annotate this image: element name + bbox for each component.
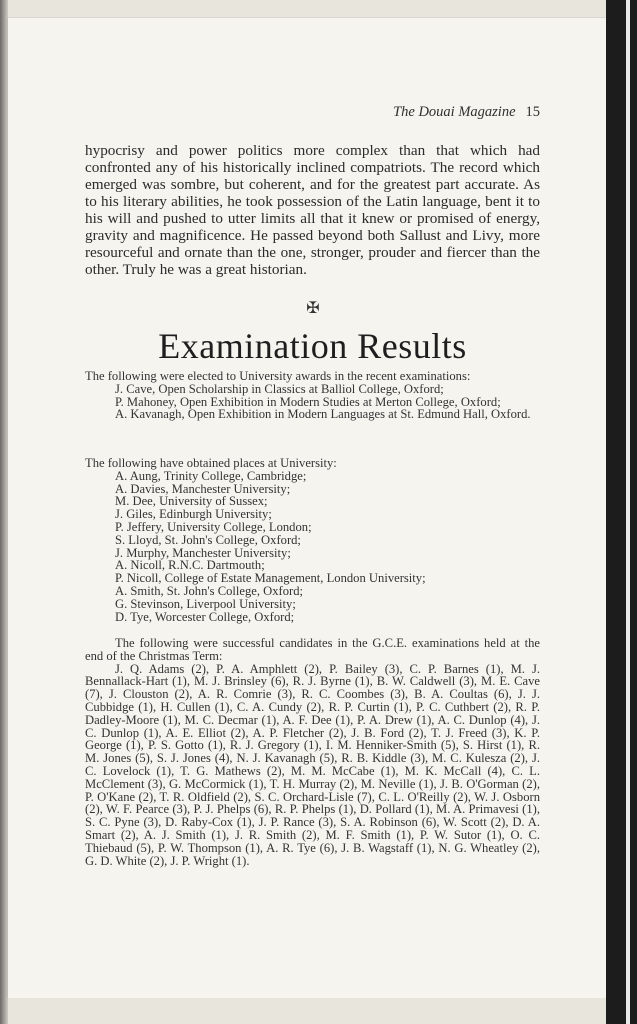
place-item: A. Smith, St. John's College, Oxford;: [115, 583, 304, 598]
scan-border: [606, 0, 637, 1024]
running-header: [300, 104, 540, 121]
place-item: A. Nicoll, R.N.C. Dartmouth;: [115, 558, 265, 573]
place-item: A. Davies, Manchester University;: [115, 481, 291, 496]
award-item: J. Cave, Open Scholarship in Classics at Balliol College, Oxford;: [115, 381, 444, 396]
place-item: A. Aung, Trinity College, Cambridge;: [115, 468, 307, 483]
award-item: P. Mahoney, Open Exhibition in Modern Studies at Merton College, Oxford;: [115, 394, 501, 409]
awards-section: [85, 370, 540, 421]
places-intro: The following have obtained places at University:: [85, 456, 337, 470]
place-item: S. Lloyd, St. John's College, Oxford;: [115, 532, 301, 547]
gce-section: [85, 637, 540, 867]
section-title: Examination Results: [158, 326, 467, 366]
place-item: D. Tye, Worcester College, Oxford;: [115, 609, 295, 624]
magazine-title: The Douai Magazine: [393, 104, 516, 120]
awards-intro: The following were elected to University awards in the recent examinations:: [85, 369, 471, 383]
book-spine-edge: [0, 0, 8, 1024]
scan-border-stripe: [626, 0, 630, 1024]
place-item: P. Jeffery, University College, London;: [115, 519, 312, 534]
page-number: 15: [525, 104, 540, 120]
scan-background: [8, 998, 606, 1024]
place-item: P. Nicoll, College of Estate Management, London University;: [115, 571, 426, 586]
place-item: G. Stevinson, Liverpool University;: [115, 596, 296, 611]
intro-paragraph: hypocrisy and power politics more complex than that which had confronted any of his historically inclined compatriots. The record which emerged was sombre, but coherent, and for the greatest part accurate. As to his literary abilities, he took possession of the Latin language, bent it to his will and pushed to utter limits all that it knew or promised of energy, gravity and magnificence. He passed beyond both Sallust and Livy, more resourceful and ornate than the one, stronger, prouder and fiercer than the other. Truly he was a great historian.: [85, 142, 540, 278]
place-item: J. Giles, Edinburgh University;: [115, 507, 272, 522]
place-item: J. Murphy, Manchester University;: [115, 545, 291, 560]
award-item: A. Kavanagh, Open Exhibition in Modern Languages at St. Edmund Hall, Oxford.: [115, 407, 531, 422]
places-section: [85, 457, 540, 623]
cross-divider-icon: ✠: [306, 298, 320, 317]
gce-candidate-list: J. Q. Adams (2), P. A. Amphlett (2), P. Bailey (3), C. P. Barnes (1), M. J. Bennallack-Hart (1), M. J. Brinsley (6), R. J. Byrne (1), B. W. Caldwell (3), M. E. Cave (7), J. Clouston (2), A. R. Comrie (3), R. C. Coombes (3), B. A. Coultas (6), J. J. Cubbidge (1), H. Cullen (1), C. A. Cundy (2), R. P. Curtin (1), P. C. Cuthbert (2), R. P. Dadley-Moore (1), M. C. Decmar (1), A. F. Dee (1), P. A. Drew (1), A. C. Dunlop (4), J. C. Dunlop (1), A. E. Elliot (2), A. P. Fletcher (2), J. B. Ford (2), T. J. Freed (3), K. P. George (1), P. S. Gotto (1), R. J. Gregory (1), I. M. Henniker-Smith (5), S. Hirst (1), R. M. Jones (5), S. J. Jones (4), N. J. Kavanagh (5), R. B. Kiddle (3), M. C. Kulesza (2), J. C. Lovelock (1), T. G. Mathews (2), M. M. McCabe (1), M. K. McCall (4), C. L. McClement (3), G. McCormick (1), T. H. Murray (2), M. Neville (1), J. B. O'Gorman (2), P. O'Kane (2), T. R. Oldfield (2), S. C. Orchard-Lisle (7), C. L. O'Reilly (2), W. J. Osborn (2), W. F. Pearce (3), P. J. Phelps (6), R. P. Phelps (1), D. Pollard (1), M. A. Primavesi (1), S. C. Pyne (3), D. Raby-Cox (1), J. P. Rance (3), S. A. Robinson (6), W. Scott (2), D. A. Smart (2), A. J. Smith (1), J. R. Smith (2), M. F. Smith (1), P. W. Sutor (1), O. C. Thiebaud (5), P. W. Thompson (1), A. R. Tye (6), J. B. Wagstaff (1), N. G. Wheatley (2), G. D. White (2), J. P. Wright (1).: [85, 661, 540, 868]
gce-intro: The following were successful candidates in the G.C.E. examinations held at the end of the Christmas Term:: [85, 636, 540, 663]
place-item: M. Dee, University of Sussex;: [115, 494, 268, 509]
